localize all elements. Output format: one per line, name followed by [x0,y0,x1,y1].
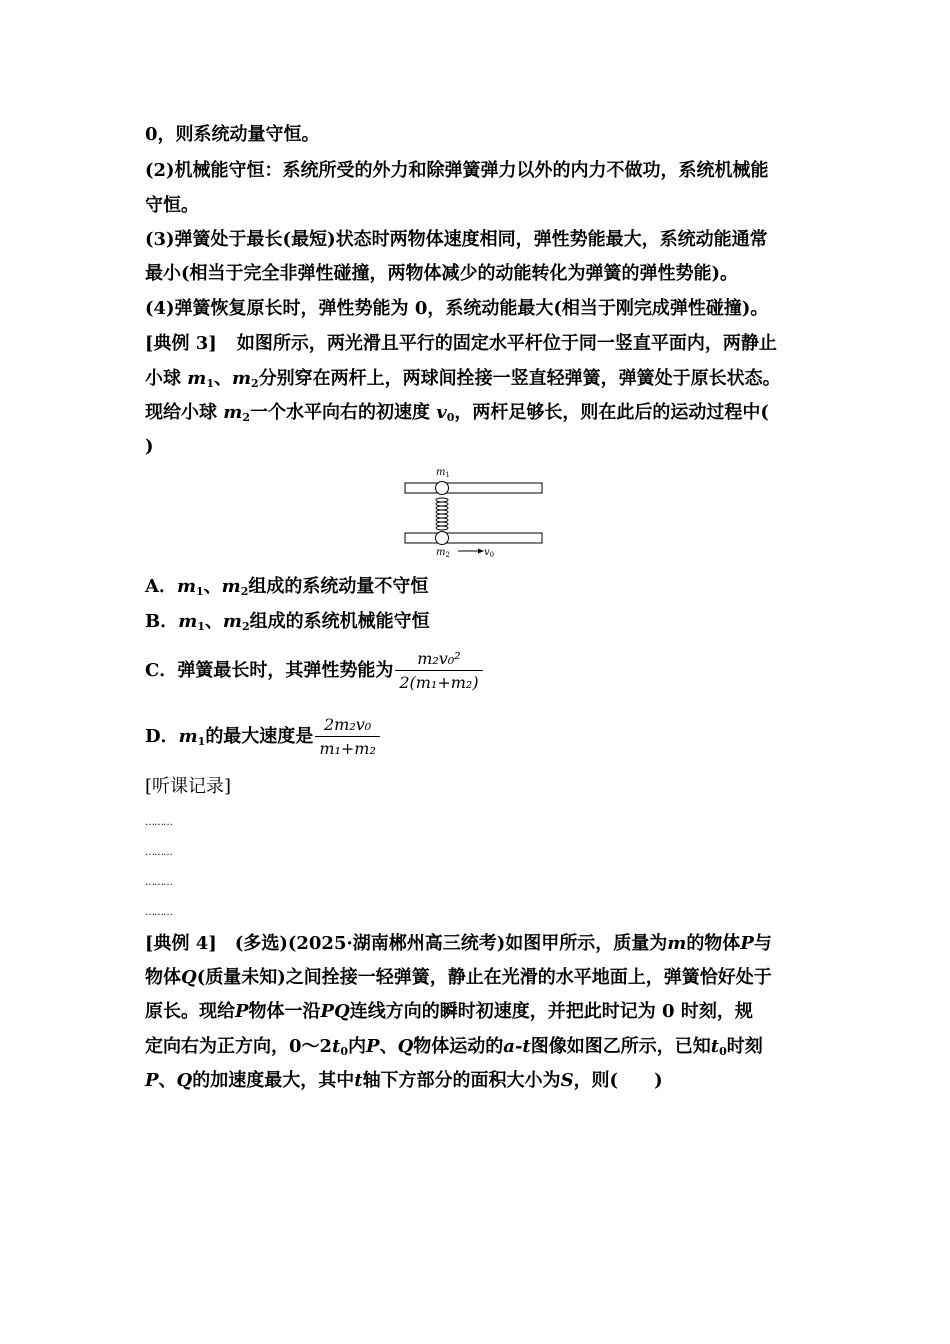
option-d: D．$m_1$的最大速度是 $\frac{\text{2m₂v₀}}{\text{m₁+m₂}}$ [145,712,810,762]
option-d-fraction: $\frac{\text{2m₂v₀}}{\text{m₁+m₂}}$ [315,715,380,759]
example4-line2: 物体Q(质量未知)之间拴接一轻弹簧，静止在光滑的水平地面上，弹簧恰好处于 [145,967,772,988]
paragraph-line: 0，则系统动量守恒。 [145,124,320,145]
figure-m1-label: $m_1$ [436,467,450,479]
spring-rods-figure [400,462,550,562]
example3-line2: 小球 $m_1$、$m_2$分别穿在两杆上，两球间拴接一竖直轻弹簧，弹簧处于原长状态。 [145,368,781,390]
lower-rod [405,533,542,543]
ball-m2 [436,532,449,545]
example3-line1: [典例 3] 如图所示，两光滑且平行的固定水平杆位于同一竖直平面内，两静止 [145,333,777,354]
example4-line1: [典例 4] (多选)(2025·湖南郴州高三统考)如图甲所示，质量为m的物体P与 [145,933,772,954]
note-line: ……… [145,847,172,858]
figure-v0-label: $v_0$ [484,547,495,559]
note-line: ……… [145,817,172,828]
notes-label: [听课记录] [145,776,232,797]
option-a: A．$m_1$、$m_2$组成的系统动量不守恒 [145,576,429,598]
example3-line3: 现给小球 $m_2$一个水平向右的初速度 $v_0$，两杆足够长，则在此后的运动过程中( [145,402,769,424]
example4-line5: P、Q的加速度最大，其中t轴下方部分的面积大小为S，则( ) [145,1070,663,1091]
upper-rod [405,483,542,493]
paragraph-line: (2)机械能守恒：系统所受的外力和除弹簧弹力以外的内力不做功，系统机械能 [145,160,769,181]
example4-line4: 定向右为正方向，$0\sim 2t_0$内P、Q物体运动的a-t图像如图乙所示，已知$t_0$时刻 [145,1036,763,1058]
paragraph-line: 最小(相当于完全非弹性碰撞，两物体减少的动能转化为弹簧的弹性势能)。 [145,263,739,284]
example4-label: [典例 4] [145,933,217,954]
ball-m1 [436,482,449,495]
paragraph-line: 守恒。 [145,195,199,216]
example3-line4: ) [145,436,154,457]
option-c: C．弹簧最长时，其弹性势能为 $\frac{\text{m₂v₀²}}{\text{2(m₁+m₂)}}$ [145,646,810,696]
figure-m2-label: $m_2$ [436,547,450,559]
note-line: ……… [145,907,172,918]
note-line: ……… [145,877,172,888]
paragraph-line: (3)弹簧处于最长(最短)状态时两物体速度相同，弹性势能最大，系统动能通常 [145,229,768,250]
example3-label: [典例 3] [145,333,217,354]
spring [436,498,448,530]
example4-line3: 原长。现给P物体一沿PQ连线方向的瞬时初速度，并把此时记为 0 时刻，规 [145,1001,753,1022]
option-b: B．$m_1$、$m_2$组成的系统机械能守恒 [145,611,430,633]
option-c-fraction: $\frac{\text{m₂v₀²}}{\text{2(m₁+m₂)}}$ [395,649,482,693]
paragraph-line: (4)弹簧恢复原长时，弹性势能为 0，系统动能最大(相当于刚完成弹性碰撞)。 [145,298,769,319]
